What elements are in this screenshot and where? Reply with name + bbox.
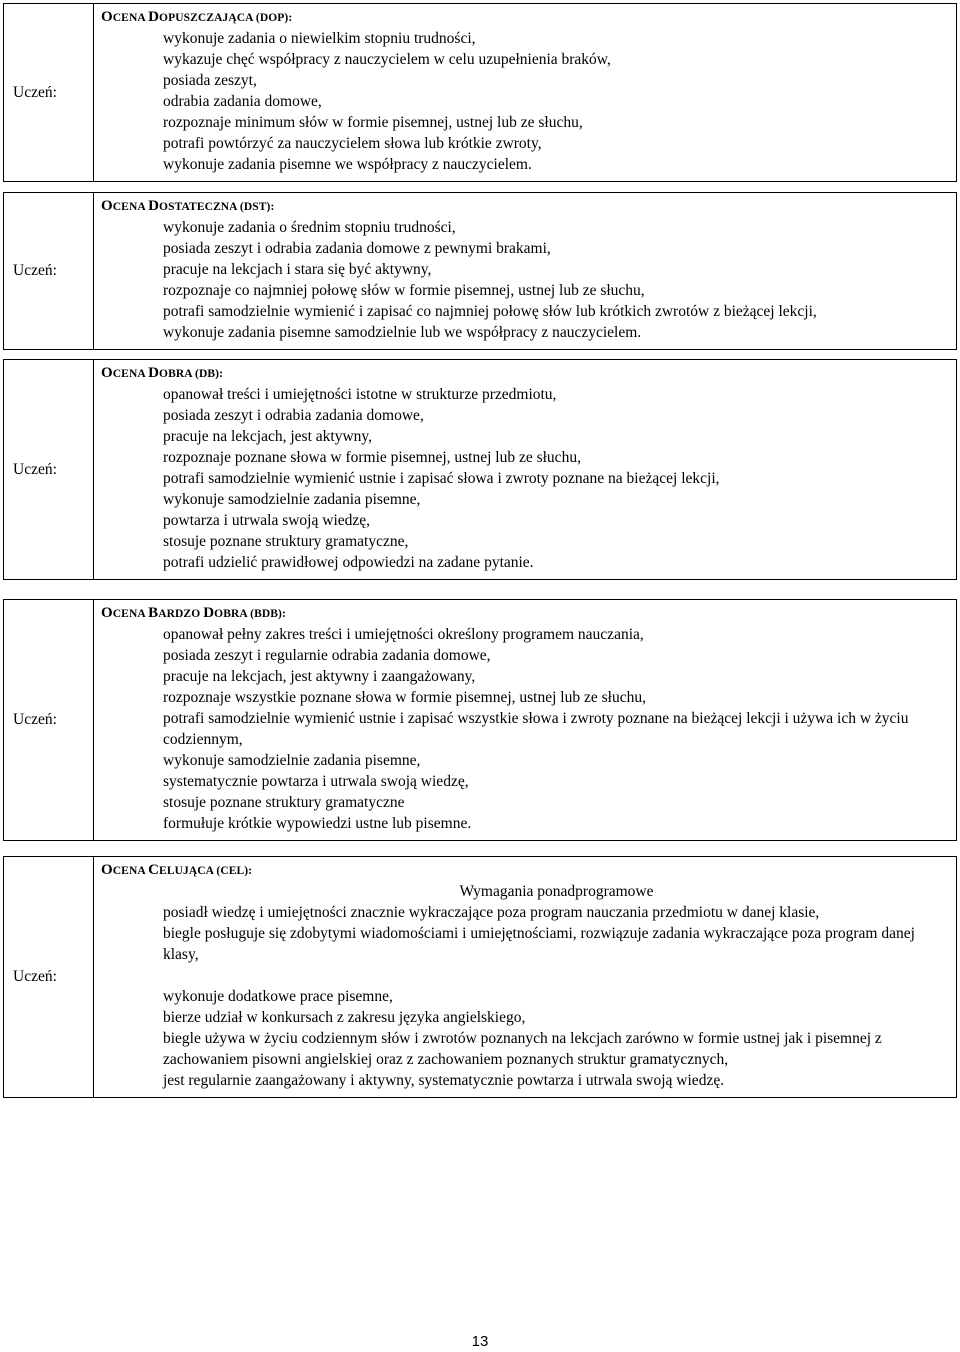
grade-content [94,857,957,1098]
list-item: wykonuje zadania pisemne we współpracy z nauczycielem. [163,156,532,173]
grade-table-cel [3,856,957,1098]
list-item: potrafi udzielić prawidłowej odpowiedzi na zadane pytanie. [163,554,534,571]
list-item: stosuje poznane struktury gramatyczne, [163,533,409,550]
list-item: biegle posługuje się zdobytymi wiadomościami i umiejętnościami, rozwiązuje zadania wykraczające poza program danej klasy, [163,925,915,963]
grade-content [94,4,957,182]
student-label: Uczeń: [4,360,94,580]
spacer [101,965,950,986]
list-item: opanował treści i umiejętności istotne w strukturze przedmiotu, [163,386,557,403]
list-item: wykonuje zadania o średnim stopniu trudności, [163,219,456,236]
list-item: posiada zeszyt i regularnie odrabia zadania domowe, [163,647,491,664]
list-item: wykazuje chęć współpracy z nauczycielem w celu uzupełnienia braków, [163,51,611,68]
list-item: rozpoznaje co najmniej połowę słów w formie pisemnej, ustnej lub ze słuchu, [163,282,645,299]
grade-title: OCENA DOPUSZCZAJĄCA (DOP): [101,9,293,25]
list-item: wykonuje samodzielnie zadania pisemne, [163,491,421,508]
list-item: biegle używa w życiu codziennym słów i zwrotów poznanych na lekcjach zarówno w formie ustnej jak i pisemnej z zachowaniem pisowni angielskiej oraz z zachowaniem poznanych struktur gramatycznych, [163,1030,882,1068]
list-item: pracuje na lekcjach, jest aktywny i zaangażowany, [163,668,476,685]
grade-table-bdb [3,599,957,841]
list-item: potrafi samodzielnie wymienić ustnie i zapisać wszystkie słowa i zwroty poznane na bieżącej lekcji i używa ich w życiu codziennym, [163,710,909,748]
requirements-list [101,624,950,834]
list-item: rozpoznaje minimum słów w formie pisemnej, ustnej lub ze słuchu, [163,114,583,131]
page-number: 13 [471,1333,489,1350]
list-item: odrabia zadania domowe, [163,93,322,110]
grade-table-db [3,359,957,580]
list-item: posiadł wiedzę i umiejętności znacznie wykraczające poza program nauczania przedmiotu w danej klasie, [163,904,820,921]
list-item: potrafi samodzielnie wymienić ustnie i zapisać słowa i zwroty poznane na bieżącej lekcji, [163,470,720,487]
list-item: posiada zeszyt, [163,72,257,89]
requirements-list [101,986,950,1091]
list-item: stosuje poznane struktury gramatyczne [163,794,405,811]
requirements-list [101,28,950,175]
list-item: wykonuje zadania o niewielkim stopniu trudności, [163,30,476,47]
list-item: bierze udział w konkursach z zakresu języka angielskiego, [163,1009,526,1026]
list-item: pracuje na lekcjach, jest aktywny, [163,428,373,445]
list-item: systematycznie powtarza i utrwala swoją wiedzę, [163,773,469,790]
requirements-list [101,217,950,343]
list-item: potrafi samodzielnie wymienić i zapisać co najmniej połowę słów lub krótkich zwrotów z bieżącej lekcji, [163,303,817,320]
requirements-list [101,384,950,573]
list-item: posiada zeszyt i odrabia zadania domowe z pewnymi brakami, [163,240,551,257]
grade-subtitle: Wymagania ponadprogramowe [459,883,654,900]
student-label: Uczeń: [4,193,94,350]
grade-table-dop [3,3,957,182]
grade-title: OCENA CELUJĄCA (CEL): [101,862,253,878]
list-item: opanował pełny zakres treści i umiejętności określony programem nauczania, [163,626,644,643]
grade-content [94,360,957,580]
grade-table-dst [3,192,957,350]
student-label: Uczeń: [4,600,94,841]
list-item: powtarza i utrwala swoją wiedzę, [163,512,371,529]
student-label: Uczeń: [4,857,94,1098]
list-item: rozpoznaje poznane słowa w formie pisemnej, ustnej lub ze słuchu, [163,449,581,466]
grade-content [94,600,957,841]
list-item: potrafi powtórzyć za nauczycielem słowa lub krótkie zwroty, [163,135,542,152]
grade-title: OCENA DOBRA (DB): [101,365,223,381]
grade-title: OCENA DOSTATECZNA (DST): [101,198,275,214]
list-item: jest regularnie zaangażowany i aktywny, systematycznie powtarza i utrwala swoją wiedzę. [163,1072,725,1089]
list-item: posiada zeszyt i odrabia zadania domowe, [163,407,424,424]
grade-title: OCENA BARDZO DOBRA (BDB): [101,605,286,621]
list-item: wykonuje zadania pisemne samodzielnie lub we współpracy z nauczycielem. [163,324,642,341]
list-item: rozpoznaje wszystkie poznane słowa w formie pisemnej, ustnej lub ze słuchu, [163,689,646,706]
list-item: wykonuje dodatkowe prace pisemne, [163,988,393,1005]
list-item: wykonuje samodzielnie zadania pisemne, [163,752,421,769]
grade-content [94,193,957,350]
list-item: pracuje na lekcjach i stara się być aktywny, [163,261,432,278]
list-item: formułuje krótkie wypowiedzi ustne lub pisemne. [163,815,472,832]
requirements-list [101,902,950,965]
student-label: Uczeń: [4,4,94,182]
